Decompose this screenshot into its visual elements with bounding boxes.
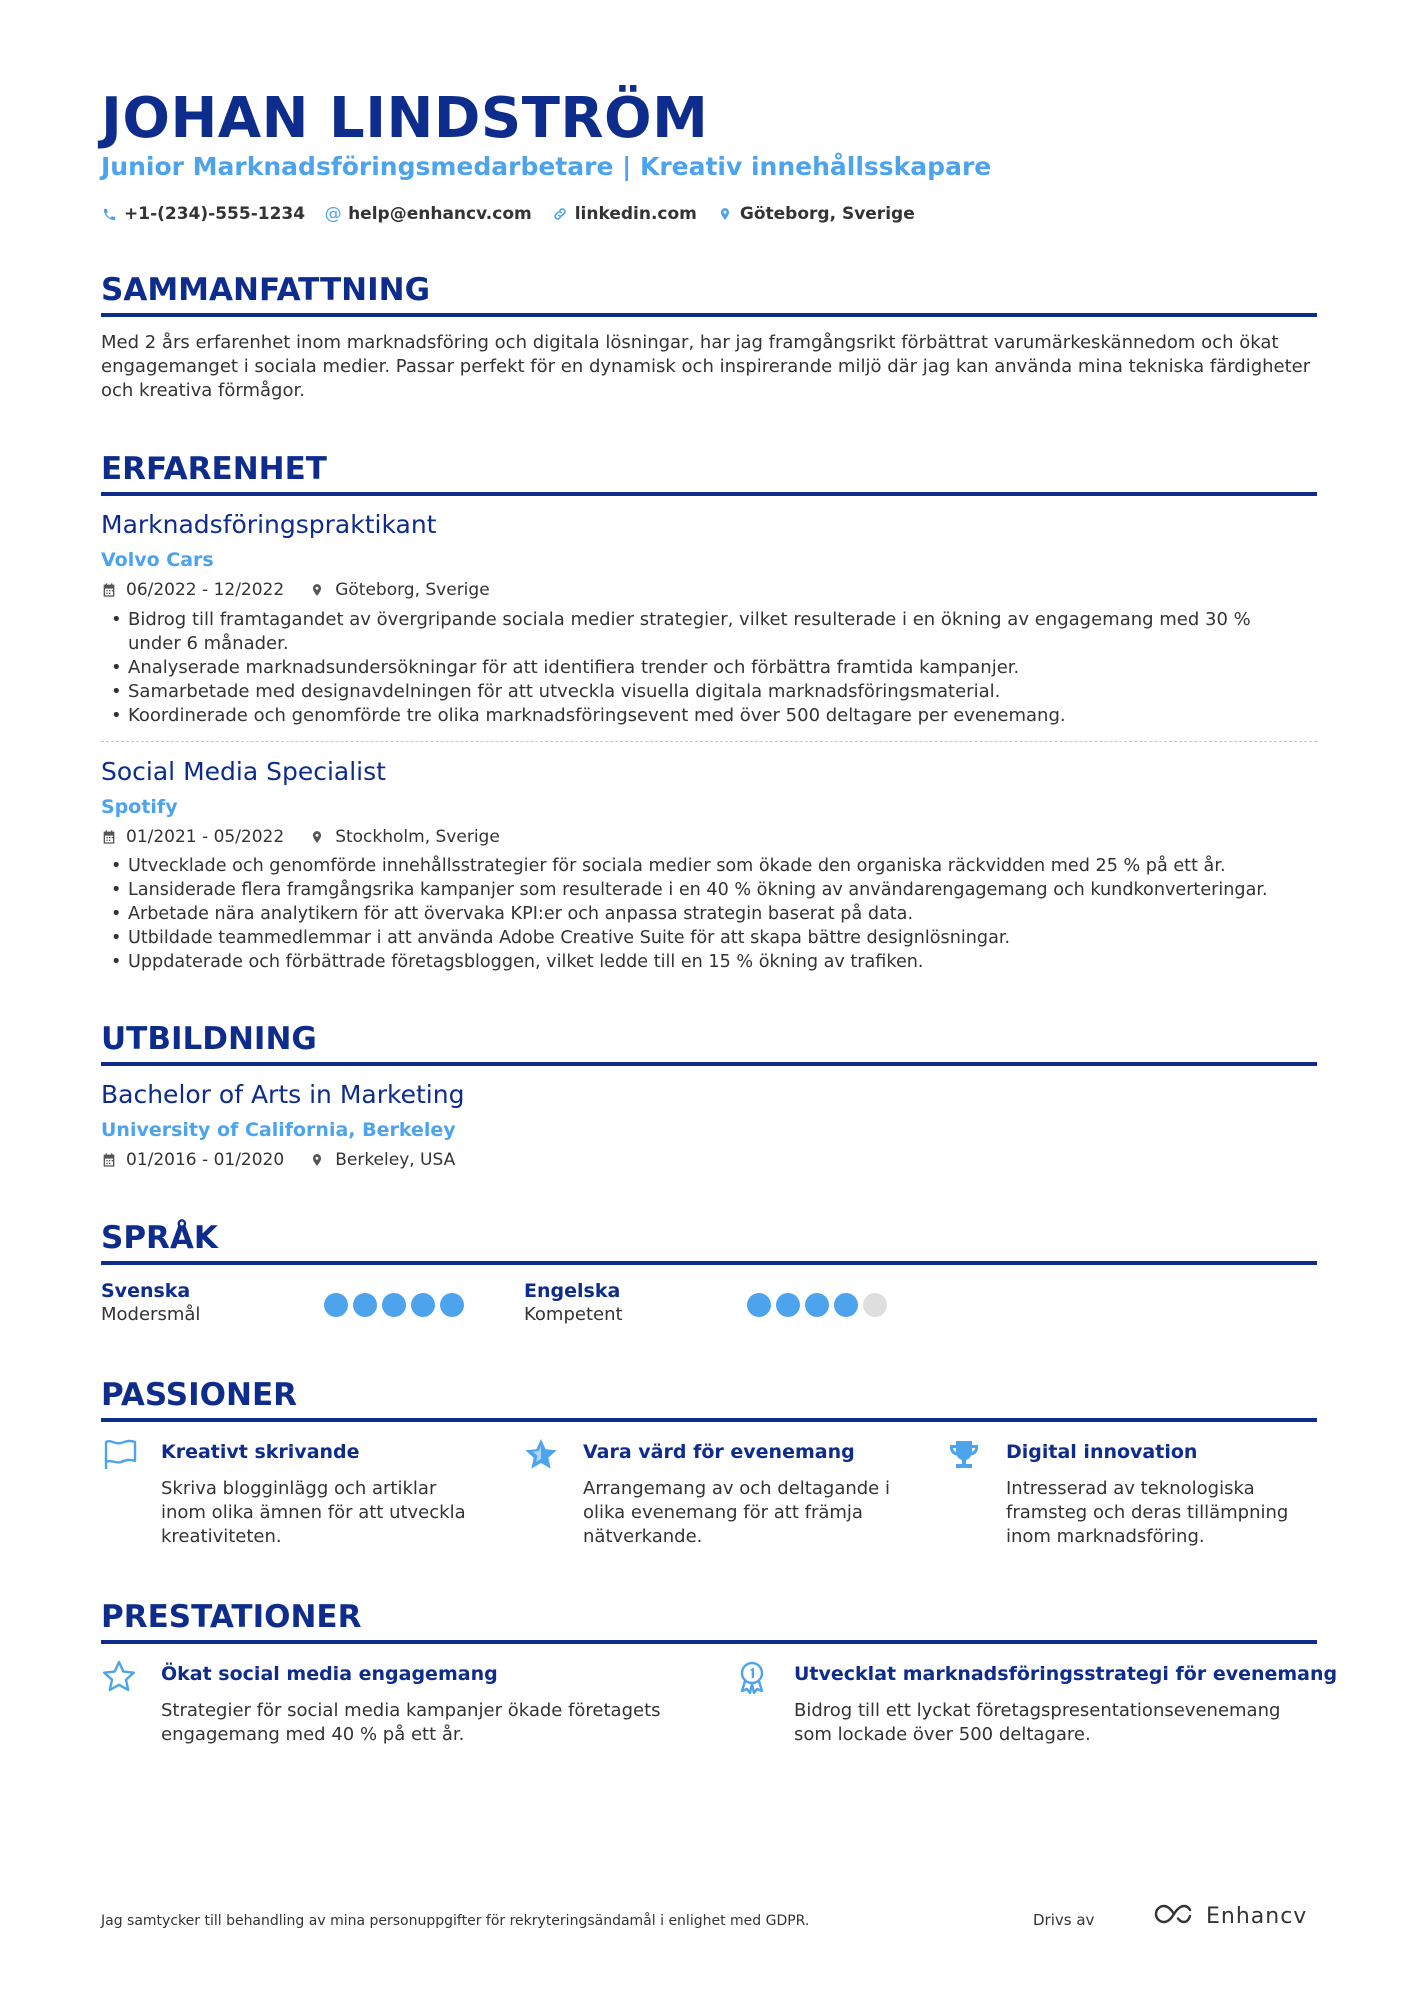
achievement-title: Utvecklat marknadsföringsstrategi för evenemang — [794, 1663, 1338, 1685]
job-dates-1: 06/2022 - 12/2022 — [126, 580, 285, 600]
rating-dot-empty — [863, 1293, 887, 1317]
rating-dot-filled — [805, 1293, 829, 1317]
job-company-1: Volvo Cars — [101, 549, 214, 571]
achievement-desc: Strategier för social media kampanjer ökade företagets engagemang med 40 % på ett år. — [161, 1700, 661, 1745]
award-icon — [734, 1659, 770, 1695]
infinity-logo-icon — [1152, 1902, 1198, 1930]
summary-divider — [101, 313, 1317, 317]
contact-email[interactable] — [325, 204, 532, 224]
list-item: • Utbildade teammedlemmar i att använda Adobe Creative Suite för att skapa bättre designlösningar. — [101, 926, 1317, 950]
list-item: • Utvecklade och genomförde innehållsstrategier för sociala medier som ökade den organiska räckvidden med 25 % på ett år. — [101, 854, 1317, 878]
list-item: • Samarbetade med designavdelningen för att utveckla visuella digitala marknadsföringsmaterial. — [101, 680, 1317, 704]
experience-divider — [101, 492, 1317, 496]
rating-dot-filled — [440, 1293, 464, 1317]
education-degree: Bachelor of Arts in Marketing — [101, 1080, 465, 1109]
contact-location-text: Göteborg, Sverige — [739, 204, 915, 224]
phone-icon — [101, 206, 117, 222]
rating-dot-filled — [324, 1293, 348, 1317]
enhancv-logo[interactable] — [1152, 1902, 1307, 1930]
achievements-divider — [101, 1640, 1317, 1644]
language-name: Svenska — [101, 1280, 191, 1302]
passions-divider — [101, 1418, 1317, 1422]
rating-dot-filled — [776, 1293, 800, 1317]
list-item: • Arbetade nära analytikern för att övervaka KPI:er och anpassa strategin baserat på data. — [101, 902, 1317, 926]
job-separator — [101, 741, 1317, 742]
achievement-item — [101, 1659, 701, 1759]
passion-title: Vara värd för evenemang — [583, 1441, 855, 1463]
passion-desc: Intresserad av teknologiska framsteg och deras tillämpning inom marknadsföring. — [1006, 1478, 1289, 1547]
job-bullets-1 — [101, 608, 1317, 728]
job-title-1: Marknadsföringspraktikant — [101, 510, 437, 539]
job-title-2: Social Media Specialist — [101, 757, 386, 786]
job-meta-1 — [101, 580, 490, 600]
contact-phone-text: +1-(234)-555-1234 — [124, 204, 306, 224]
rating-dot-filled — [411, 1293, 435, 1317]
passion-title: Kreativt skrivande — [161, 1441, 360, 1463]
education-dates: 01/2016 - 01/2020 — [126, 1150, 285, 1170]
passion-item — [946, 1437, 1316, 1557]
job-company-2: Spotify — [101, 796, 178, 818]
education-divider — [101, 1062, 1317, 1066]
location-icon — [310, 582, 326, 598]
trophy-icon — [946, 1437, 982, 1473]
languages-heading: SPRÅK — [101, 1220, 218, 1256]
job-meta-2 — [101, 827, 500, 847]
education-school: University of California, Berkeley — [101, 1119, 456, 1141]
education-meta — [101, 1150, 455, 1170]
contact-linkedin-text: linkedin.com — [574, 204, 697, 224]
language-item-svenska — [101, 1280, 200, 1325]
language-level: Modersmål — [101, 1304, 201, 1325]
star-icon — [523, 1437, 559, 1473]
achievement-item — [734, 1659, 1338, 1759]
calendar-icon — [101, 829, 117, 845]
location-icon — [310, 829, 326, 845]
education-location: Berkeley, USA — [335, 1150, 456, 1170]
at-icon: @ — [324, 204, 342, 224]
list-item: • Bidrog till framtagandet av övergripande sociala medier strategier, vilket resulterade i en ökning av engagemang med 30 % under 6 månader. — [101, 608, 1268, 656]
language-level: Kompetent — [524, 1304, 623, 1325]
passion-title: Digital innovation — [1006, 1441, 1198, 1463]
contact-bar — [101, 204, 915, 224]
language-rating-svenska — [324, 1293, 464, 1317]
passions-heading: PASSIONER — [101, 1377, 298, 1413]
job-bullets-2 — [101, 854, 1317, 974]
brand-name: Enhancv — [1206, 1903, 1308, 1929]
contact-phone[interactable] — [101, 204, 305, 224]
experience-heading: ERFARENHET — [101, 451, 327, 487]
powered-by-label: Drivs av — [1033, 1911, 1095, 1929]
language-item-engelska — [524, 1280, 623, 1325]
gdpr-consent: Jag samtycker till behandling av mina personuppgifter för rekryteringsändamål i enlighet med GDPR. — [101, 1913, 810, 1929]
education-heading: UTBILDNING — [101, 1021, 317, 1057]
list-item: • Koordinerade och genomförde tre olika marknadsföringsevent med över 500 deltagare per evenemang. — [101, 704, 1317, 728]
summary-text: Med 2 års erfarenhet inom marknadsföring och digitala lösningar, har jag framgångsrikt förbättrat varumärkeskännedom och ökat engagemanget i sociala medier. Passar perfekt för en dynamisk och inspirerande miljö där jag kan använda mina tekniska färdigheter och kreativa förmågor. — [101, 332, 1311, 401]
rating-dot-filled — [382, 1293, 406, 1317]
rating-dot-filled — [747, 1293, 771, 1317]
language-rating-engelska — [747, 1293, 887, 1317]
link-icon — [552, 206, 568, 222]
calendar-icon — [101, 582, 117, 598]
rating-dot-filled — [834, 1293, 858, 1317]
contact-location — [717, 204, 915, 224]
job-location-1: Göteborg, Sverige — [335, 580, 490, 600]
passion-desc: Skriva blogginlägg och artiklar inom olika ämnen för att utveckla kreativiteten. — [161, 1478, 466, 1547]
language-name: Engelska — [524, 1280, 621, 1302]
achievement-desc: Bidrog till ett lyckat företagspresentationsevenemang som lockade över 500 deltagare. — [794, 1700, 1281, 1745]
contact-email-text: help@enhancv.com — [348, 204, 532, 224]
list-item: • Uppdaterade och förbättrade företagsbloggen, vilket ledde till en 15 % ökning av trafiken. — [101, 950, 1317, 974]
calendar-icon — [101, 1152, 117, 1168]
flag-icon — [101, 1437, 137, 1473]
achievements-heading: PRESTATIONER — [101, 1599, 362, 1635]
list-item: • Analyserade marknadsundersökningar för att identifiera trender och förbättra framtida kampanjer. — [101, 656, 1317, 680]
candidate-name: JOHAN LINDSTRÖM — [101, 86, 709, 151]
summary-heading: SAMMANFATTNING — [101, 272, 431, 308]
rating-dot-filled — [353, 1293, 377, 1317]
star-outline-icon — [101, 1659, 137, 1695]
passion-desc: Arrangemang av och deltagande i olika evenemang för att främja nätverkande. — [583, 1478, 890, 1547]
location-icon — [310, 1152, 326, 1168]
contact-linkedin[interactable] — [552, 204, 697, 224]
languages-divider — [101, 1261, 1317, 1265]
job-dates-2: 01/2021 - 05/2022 — [126, 827, 285, 847]
location-icon — [717, 206, 733, 222]
job-location-2: Stockholm, Sverige — [335, 827, 500, 847]
passion-item — [101, 1437, 491, 1557]
passion-item — [523, 1437, 913, 1557]
candidate-title: Junior Marknadsföringsmedarbetare | Kreativ innehållsskapare — [101, 152, 992, 181]
list-item: • Lansiderade flera framgångsrika kampanjer som resulterade i en 40 % ökning av användarengagemang och kundkonverteringar. — [101, 878, 1317, 902]
achievement-title: Ökat social media engagemang — [161, 1663, 498, 1685]
